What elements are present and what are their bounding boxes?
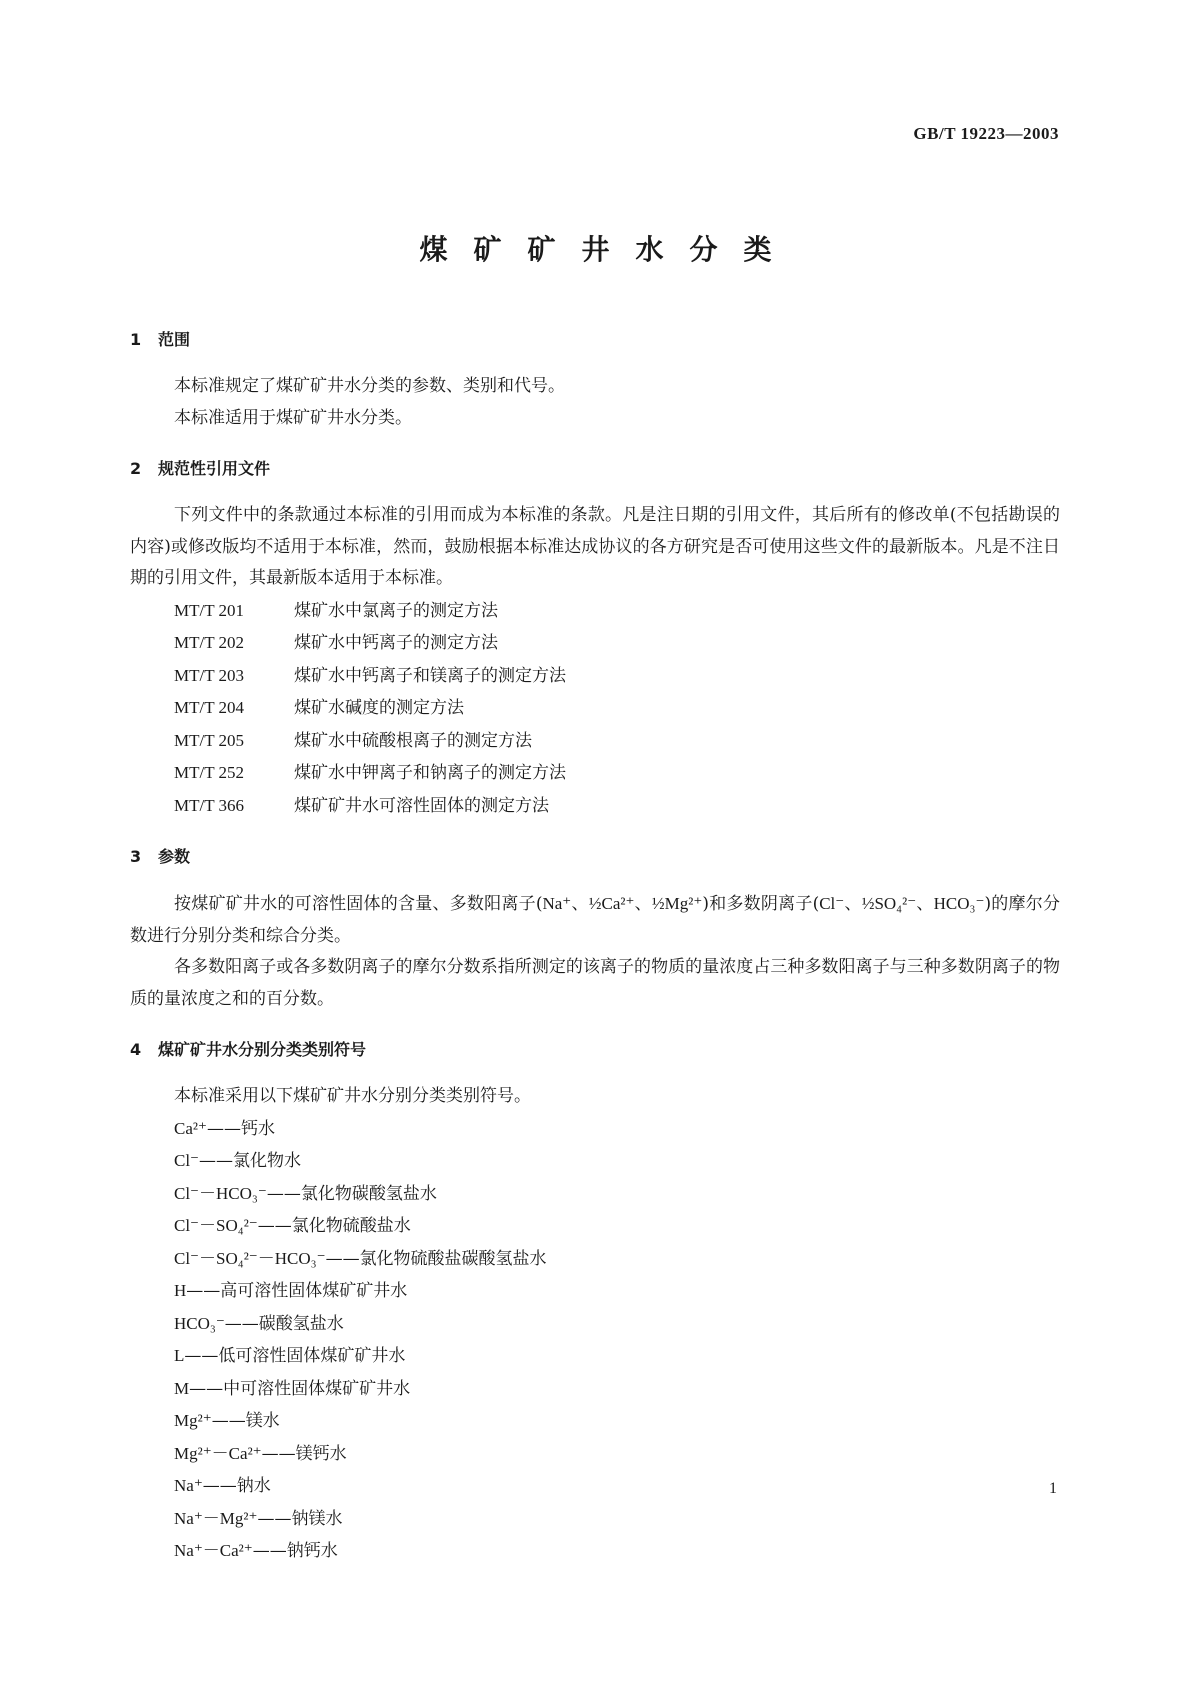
section-title: 参数 xyxy=(158,847,191,866)
class-description: ——中可溶性固体煤矿矿井水 xyxy=(189,1378,411,1399)
reference-title: 煤矿矿井水可溶性固体的测定方法 xyxy=(294,795,549,816)
page-number: 1 xyxy=(1049,1480,1057,1497)
section-normative-references xyxy=(130,454,1060,822)
document-title: 煤矿矿井水分类 xyxy=(419,233,798,266)
section-heading xyxy=(130,1035,1060,1065)
section-title: 范围 xyxy=(158,330,191,349)
class-symbol: L xyxy=(174,1346,185,1365)
class-description: ——氯化物碳酸氢盐水 xyxy=(266,1183,437,1204)
reference-code: MT/T 203 xyxy=(174,665,245,685)
section-title: 煤矿矿井水分别分类类别符号 xyxy=(158,1040,367,1059)
class-description: ——钠钙水 xyxy=(252,1541,338,1561)
section-scope xyxy=(130,325,1060,434)
class-symbol: Cl⁻－SO₄²⁻ xyxy=(174,1216,258,1235)
section-parameters xyxy=(130,842,1060,1015)
class-symbol: Na⁺－Ca²⁺ xyxy=(174,1541,253,1560)
text-run: )的摩尔分数进行分别分类和综合分类。 xyxy=(130,894,1060,946)
section-heading xyxy=(130,842,1060,872)
class-symbol: Na⁺－Mg²⁺ xyxy=(174,1508,258,1528)
reference-item xyxy=(130,692,1060,725)
class-description: ——碳酸氢盐水 xyxy=(224,1313,344,1334)
reference-title: 煤矿水中硫酸根离子的测定方法 xyxy=(294,730,532,751)
text-run: )和多数阴离子( xyxy=(702,894,820,914)
class-description: ——氯化物硫酸盐碳酸氢盐水 xyxy=(325,1248,547,1269)
reference-code: MT/T 366 xyxy=(174,795,245,815)
class-description: ——钠镁水 xyxy=(257,1508,343,1529)
paragraph xyxy=(130,888,1060,952)
symbol-list xyxy=(130,1113,1060,1568)
symbol-item xyxy=(130,1113,1060,1146)
paragraph: 下列文件中的条款通过本标准的引用而成为本标准的条款。凡是注日期的引用文件，其后所有的修改单(不包括勘误的内容)或修改版均不适用于本标准，然而，鼓励根据本标准达成协议的各方研究是否可使用这些文件的最新版本。凡是不注日期的引用文件，其最新版本适用于本标准。 xyxy=(130,505,1060,588)
class-description: ——钙水 xyxy=(206,1118,275,1139)
section-number: 2 xyxy=(130,459,142,478)
section-heading xyxy=(130,454,1060,484)
reference-item xyxy=(130,660,1060,693)
symbol-item xyxy=(130,1210,1060,1243)
reference-title: 煤矿水碱度的测定方法 xyxy=(294,698,464,718)
reference-title: 煤矿水中钙离子和镁离子的测定方法 xyxy=(294,665,566,686)
class-symbol: Mg²⁺－Ca²⁺ xyxy=(174,1443,262,1463)
reference-code: MT/T 202 xyxy=(174,633,245,652)
reference-item xyxy=(130,757,1060,790)
class-symbol: Na⁺ xyxy=(174,1476,203,1495)
paragraph: 各多数阳离子或各多数阴离子的摩尔分数系指所测定的该离子的物质的量浓度占三种多数阳离子与三种多数阴离子的物质的量浓度之和的百分数。 xyxy=(130,957,1060,1009)
text-run: 按煤矿矿井水的可溶性固体的含量、多数阳离子( xyxy=(174,894,543,914)
reference-item xyxy=(130,595,1060,628)
symbol-item xyxy=(130,1178,1060,1211)
class-description: ——镁水 xyxy=(211,1411,280,1431)
class-description: ——低可溶性固体煤矿矿井水 xyxy=(184,1346,406,1366)
section-number: 3 xyxy=(130,847,142,866)
class-description: ——氯化物水 xyxy=(199,1151,302,1171)
class-description: ——高可溶性固体煤矿矿井水 xyxy=(186,1281,408,1301)
reference-code: MT/T 252 xyxy=(174,763,245,782)
standard-code: GB/T 19223—2003 xyxy=(913,124,1059,143)
class-description: ——镁钙水 xyxy=(261,1443,347,1464)
section-number: 4 xyxy=(130,1040,142,1059)
symbol-item xyxy=(130,1503,1060,1536)
symbol-item xyxy=(130,1308,1060,1341)
symbol-item xyxy=(130,1373,1060,1406)
class-symbol: Ca²⁺ xyxy=(174,1118,207,1138)
reference-code: MT/T 204 xyxy=(174,698,245,717)
section-title: 规范性引用文件 xyxy=(158,459,271,478)
section-number: 1 xyxy=(130,330,142,349)
symbol-item xyxy=(130,1405,1060,1438)
reference-code: MT/T 201 xyxy=(174,600,245,620)
symbol-item xyxy=(130,1535,1060,1568)
class-symbol: Cl⁻ xyxy=(174,1151,200,1170)
symbol-item xyxy=(130,1470,1060,1503)
reference-title: 煤矿水中氯离子的测定方法 xyxy=(294,600,498,621)
reference-item xyxy=(130,790,1060,823)
class-symbol: M xyxy=(174,1378,190,1398)
reference-title: 煤矿水中钙离子的测定方法 xyxy=(294,633,498,653)
section-class-symbols xyxy=(130,1035,1060,1568)
paragraph: 本标准规定了煤矿矿井水分类的参数、类别和代号。 xyxy=(174,376,565,396)
symbol-item xyxy=(130,1438,1060,1471)
paragraph: 本标准采用以下煤矿矿井水分别分类类别符号。 xyxy=(174,1086,531,1106)
reference-item xyxy=(130,725,1060,758)
reference-title: 煤矿水中钾离子和钠离子的测定方法 xyxy=(294,763,566,783)
symbol-item xyxy=(130,1243,1060,1276)
paragraph: 本标准适用于煤矿矿井水分类。 xyxy=(174,407,412,428)
class-symbol: H xyxy=(174,1281,187,1300)
class-symbol: Mg²⁺ xyxy=(174,1411,212,1430)
class-symbol: HCO₃⁻ xyxy=(174,1313,225,1333)
class-symbol: Cl⁻－HCO₃⁻ xyxy=(174,1183,267,1203)
class-description: ——钠水 xyxy=(202,1476,271,1496)
reference-item xyxy=(130,627,1060,660)
class-symbol: Cl⁻－SO₄²⁻－HCO₃⁻ xyxy=(174,1248,326,1268)
class-description: ——氯化物硫酸盐水 xyxy=(257,1216,411,1236)
symbol-item xyxy=(130,1145,1060,1178)
symbol-item xyxy=(130,1275,1060,1308)
document-body xyxy=(130,325,1060,1568)
cation-list: Na⁺、½Ca²⁺、½Mg²⁺ xyxy=(542,894,703,913)
anion-list: Cl⁻、½SO₄²⁻、HCO₃⁻ xyxy=(819,894,985,913)
symbol-item xyxy=(130,1340,1060,1373)
section-heading xyxy=(130,325,1060,355)
reference-list xyxy=(130,595,1060,823)
reference-code: MT/T 205 xyxy=(174,730,245,750)
